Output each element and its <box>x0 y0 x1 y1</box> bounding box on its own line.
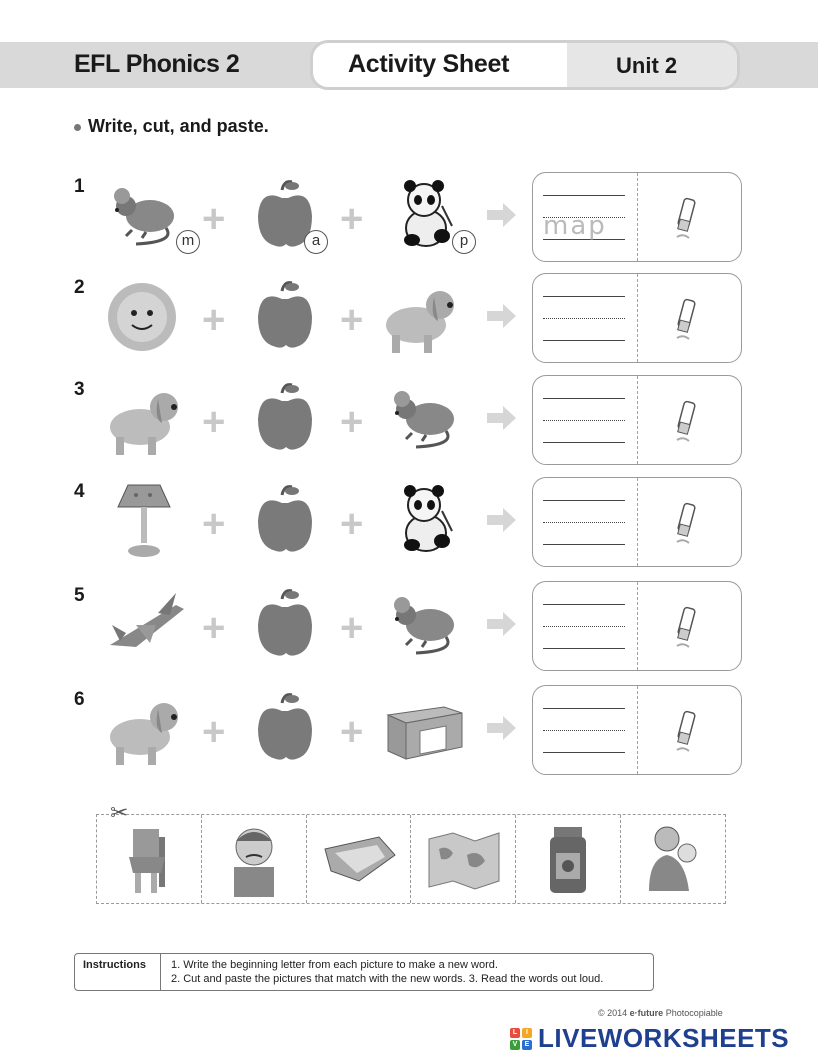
answer-box[interactable] <box>532 273 742 363</box>
instruction-line-2: 2. Cut and paste the pictures that match with the new words. 3. Read the words out loud. <box>171 973 604 985</box>
glue-stick-icon <box>675 708 699 759</box>
apple-picture <box>246 277 326 357</box>
dog-picture <box>104 379 184 459</box>
book-title: EFL Phonics 2 <box>74 50 240 78</box>
glue-stick-icon <box>675 195 699 246</box>
exercise-row-5 <box>0 581 818 677</box>
cutout-dad-with-baby[interactable] <box>621 815 725 903</box>
directions: Write, cut, and paste. <box>74 116 269 137</box>
exercise-row-2 <box>0 273 818 369</box>
row-number: 4 <box>74 481 85 502</box>
scissors-icon: ✂ <box>110 800 129 825</box>
exercise-row-1 <box>0 172 818 268</box>
instruction-line-1: 1. Write the beginning letter from each picture to make a new word. <box>171 959 498 971</box>
trace-word: map <box>543 211 607 241</box>
instructions-label: Instructions <box>75 954 161 990</box>
apple-picture <box>246 585 326 665</box>
letter-circle: m <box>176 230 200 254</box>
mouse-picture <box>386 585 466 665</box>
plus-icon: + <box>340 197 364 241</box>
row-number: 6 <box>74 689 85 710</box>
plus-icon: + <box>340 606 364 650</box>
lamp-picture <box>106 481 186 561</box>
letter-circle: p <box>452 230 476 254</box>
brand-name: LIVEWORKSHEETS <box>538 1023 790 1053</box>
cutout-jam-jar[interactable] <box>516 815 621 903</box>
instructions-box <box>74 953 654 991</box>
plus-icon: + <box>202 197 226 241</box>
unit-label: Unit 2 <box>616 53 678 78</box>
plus-icon: + <box>202 606 226 650</box>
apple-picture <box>246 481 326 561</box>
cutout-sad-boy[interactable] <box>202 815 307 903</box>
plus-icon: + <box>340 400 364 444</box>
arrow-right-icon <box>487 507 517 538</box>
page-title: Activity Sheet <box>348 50 510 78</box>
apple-picture <box>246 689 326 769</box>
row-number: 3 <box>74 379 85 400</box>
row-number: 5 <box>74 585 85 606</box>
sun-picture <box>104 277 184 357</box>
plus-icon: + <box>202 298 226 342</box>
answer-box[interactable] <box>532 581 742 671</box>
row-number: 1 <box>74 176 85 197</box>
dog-picture <box>380 277 460 357</box>
plus-icon: + <box>202 710 226 754</box>
liveworksheets-icon: L I V E <box>510 1028 532 1050</box>
row-number: 2 <box>74 277 85 298</box>
exercise-row-3 <box>0 375 818 471</box>
arrow-right-icon <box>487 611 517 642</box>
liveworksheets-logo[interactable] <box>510 1023 789 1054</box>
desk-picture <box>384 689 464 769</box>
cutout-strip <box>96 814 726 904</box>
plus-icon: + <box>202 502 226 546</box>
mouse-picture <box>106 176 186 256</box>
plus-icon: + <box>340 298 364 342</box>
glue-stick-icon <box>675 500 699 551</box>
jet-picture <box>106 585 186 665</box>
copyright-text: © 2014 e·future Photocopiable <box>598 1008 723 1018</box>
cutout-map[interactable] <box>411 815 516 903</box>
arrow-right-icon <box>487 715 517 746</box>
dog-picture <box>104 689 184 769</box>
answer-box[interactable] <box>532 172 742 262</box>
letter-circle: a <box>304 230 328 254</box>
panda-picture <box>390 481 470 561</box>
plus-icon: + <box>340 502 364 546</box>
cutout-girl-on-chair[interactable] <box>97 815 202 903</box>
glue-stick-icon <box>675 296 699 347</box>
arrow-right-icon <box>487 202 517 233</box>
glue-stick-icon <box>675 398 699 449</box>
cutout-dustpan[interactable] <box>307 815 412 903</box>
answer-box[interactable] <box>532 375 742 465</box>
answer-box[interactable] <box>532 477 742 567</box>
plus-icon: + <box>340 710 364 754</box>
glue-stick-icon <box>675 604 699 655</box>
plus-icon: + <box>202 400 226 444</box>
arrow-right-icon <box>487 405 517 436</box>
apple-picture <box>246 379 326 459</box>
exercise-row-4 <box>0 477 818 573</box>
exercise-row-6 <box>0 685 818 781</box>
mouse-picture <box>386 379 466 459</box>
answer-box[interactable] <box>532 685 742 775</box>
arrow-right-icon <box>487 303 517 334</box>
